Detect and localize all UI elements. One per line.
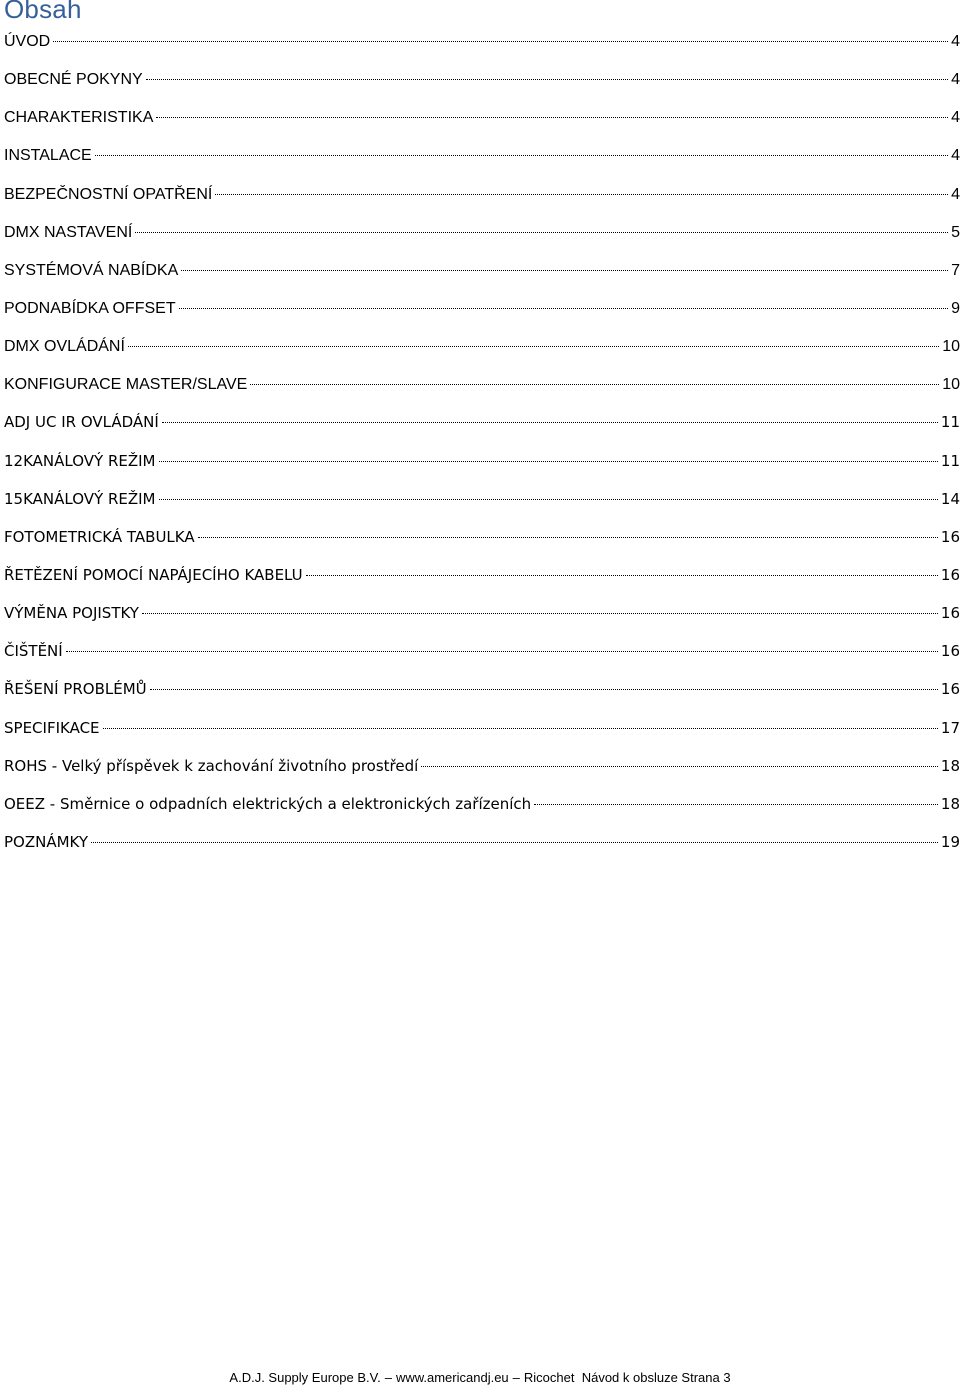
toc-entry-dmx-ovladani[interactable] xyxy=(4,333,960,371)
toc-entry-12kanalovy-rezim[interactable] xyxy=(4,448,960,486)
toc-entry-page: 4 xyxy=(951,147,960,165)
footer-separator: – xyxy=(512,1370,520,1385)
toc-entry-title: ÚVOD xyxy=(4,33,51,50)
toc-entry-title: FOTOMETRICKÁ TABULKA xyxy=(4,527,195,546)
toc-entry-oeez[interactable] xyxy=(4,791,960,829)
toc-entry-page: 18 xyxy=(940,794,960,813)
dot-leader xyxy=(159,499,938,500)
toc-entry-poznamky[interactable] xyxy=(4,829,960,867)
toc-entry-systemova-nabidka[interactable] xyxy=(4,257,960,295)
toc-entry-title: ŘETĚZENÍ POMOCÍ NAPÁJECÍHO KABELU xyxy=(4,565,303,584)
toc-entry-title: ROHS - Velký příspěvek k zachování životního prostředí xyxy=(4,756,419,775)
dot-leader xyxy=(156,117,948,118)
dot-leader xyxy=(128,346,939,347)
toc-entry-title: DMX NASTAVENÍ xyxy=(4,223,133,241)
toc-heading: Obsah xyxy=(4,0,82,24)
toc-entry-instalace[interactable] xyxy=(4,142,960,180)
toc-entry-title: INSTALACE xyxy=(4,147,92,165)
dot-leader xyxy=(53,41,948,42)
toc-list xyxy=(4,28,960,867)
toc-entry-page: 4 xyxy=(951,71,960,89)
toc-entry-page: 5 xyxy=(951,223,960,241)
toc-entry-page: 16 xyxy=(940,642,960,661)
toc-entry-podnabidka-offset[interactable] xyxy=(4,295,960,333)
dot-leader xyxy=(181,270,948,271)
toc-entry-page: 19 xyxy=(940,832,960,851)
toc-entry-obecne-pokyny[interactable] xyxy=(4,66,960,104)
dot-leader xyxy=(150,689,938,690)
toc-entry-page: 16 xyxy=(940,565,960,584)
toc-entry-page: 4 xyxy=(951,185,960,203)
toc-entry-title: SYSTÉMOVÁ NABÍDKA xyxy=(4,261,179,279)
toc-entry-charakteristika[interactable] xyxy=(4,104,960,142)
toc-entry-title: ČIŠTĚNÍ xyxy=(4,642,63,661)
page-footer xyxy=(0,1370,960,1385)
toc-entry-page: 11 xyxy=(940,451,960,470)
toc-entry-vymena-pojistky[interactable] xyxy=(4,600,960,638)
toc-entry-page: 4 xyxy=(951,109,960,127)
toc-entry-page: 9 xyxy=(951,299,960,317)
toc-entry-page: 16 xyxy=(940,680,960,699)
toc-entry-title: DMX OVLÁDÁNÍ xyxy=(4,338,125,356)
footer-company: A.D.J. Supply Europe B.V. xyxy=(229,1370,381,1385)
dot-leader xyxy=(250,384,939,385)
toc-entry-15kanalovy-rezim[interactable] xyxy=(4,486,960,524)
dot-leader xyxy=(103,728,938,729)
toc-entry-title: ADJ UC IR OVLÁDÁNÍ xyxy=(4,413,159,432)
dot-leader xyxy=(146,79,948,80)
toc-entry-adj-uc-ir-ovladani[interactable] xyxy=(4,409,960,447)
toc-entry-title: ŘEŠENÍ PROBLÉMŮ xyxy=(4,680,147,699)
toc-entry-page: 7 xyxy=(951,261,960,279)
dot-leader xyxy=(215,194,948,195)
toc-entry-title: SPECIFIKACE xyxy=(4,718,100,737)
toc-entry-title: CHARAKTERISTIKA xyxy=(4,109,154,127)
toc-entry-specifikace[interactable] xyxy=(4,715,960,753)
footer-manual-page: Návod k obsluze Strana 3 xyxy=(581,1370,731,1385)
dot-leader xyxy=(135,232,948,233)
toc-entry-title: VÝMĚNA POJISTKY xyxy=(4,604,139,623)
toc-entry-page: 16 xyxy=(940,527,960,546)
dot-leader xyxy=(179,308,949,309)
dot-leader xyxy=(534,804,938,805)
dot-leader xyxy=(91,842,938,843)
toc-entry-title: 15KANÁLOVÝ REŽIM xyxy=(4,489,156,508)
toc-entry-page: 4 xyxy=(951,33,960,50)
dot-leader xyxy=(198,537,938,538)
toc-entry-title: OBECNÉ POKYNY xyxy=(4,71,143,89)
toc-entry-rohs[interactable] xyxy=(4,753,960,791)
toc-entry-page: 11 xyxy=(940,413,960,432)
dot-leader xyxy=(95,155,948,156)
dot-leader xyxy=(142,613,938,614)
toc-entry-title: BEZPEČNOSTNÍ OPATŘENÍ xyxy=(4,185,213,203)
toc-entry-title: KONFIGURACE MASTER/SLAVE xyxy=(4,376,248,394)
toc-entry-cisteni[interactable] xyxy=(4,638,960,676)
toc-entry-title: PODNABÍDKA OFFSET xyxy=(4,299,176,317)
footer-separator: – xyxy=(384,1370,392,1385)
dot-leader xyxy=(306,575,938,576)
toc-entry-page: 10 xyxy=(942,376,960,394)
toc-entry-title: 12KANÁLOVÝ REŽIM xyxy=(4,451,156,470)
dot-leader xyxy=(66,651,938,652)
toc-entry-uvod[interactable] xyxy=(4,28,960,66)
dot-leader xyxy=(159,461,938,462)
footer-product: Ricochet xyxy=(523,1370,575,1385)
toc-entry-bezpecnostni-opatreni[interactable] xyxy=(4,181,960,219)
toc-entry-title: OEEZ - Směrnice o odpadních elektrických a elektronických zařízeních xyxy=(4,794,532,813)
dot-leader xyxy=(162,422,938,423)
toc-entry-fotometricka-tabulka[interactable] xyxy=(4,524,960,562)
toc-entry-retezeni[interactable] xyxy=(4,562,960,600)
dot-leader xyxy=(421,766,938,767)
toc-entry-konfigurace-master-slave[interactable] xyxy=(4,371,960,409)
toc-entry-title: POZNÁMKY xyxy=(4,832,89,851)
toc-entry-dmx-nastaveni[interactable] xyxy=(4,219,960,257)
toc-entry-page: 16 xyxy=(940,604,960,623)
toc-entry-page: 18 xyxy=(940,756,960,775)
toc-entry-page: 10 xyxy=(942,338,960,356)
toc-entry-page: 14 xyxy=(940,489,960,508)
toc-entry-reseni-problemu[interactable] xyxy=(4,676,960,714)
toc-entry-page: 17 xyxy=(940,718,960,737)
footer-website-link[interactable]: www.americandj.eu xyxy=(395,1370,509,1385)
